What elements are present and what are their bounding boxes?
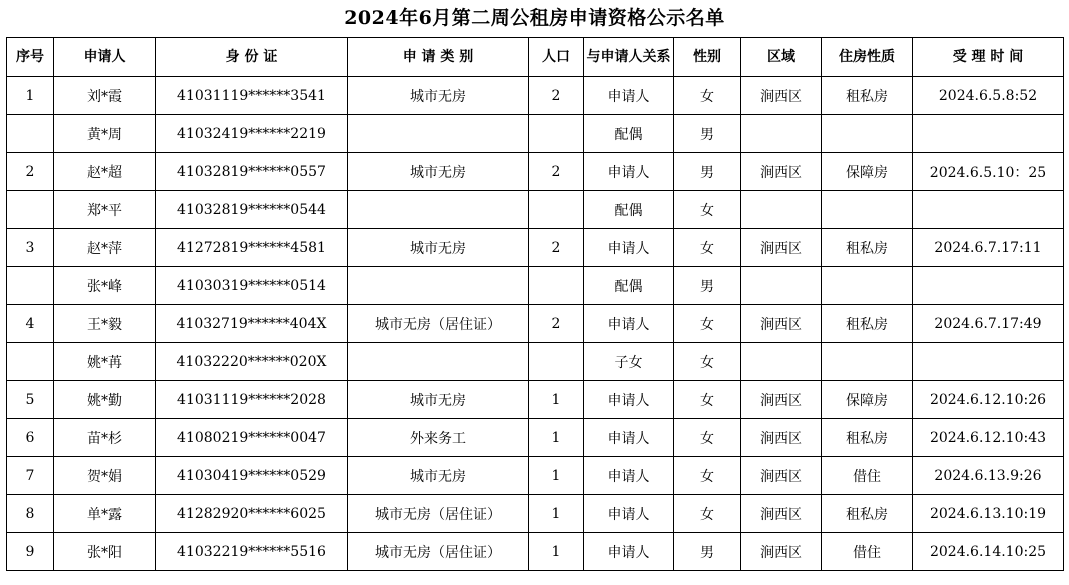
cell-relation: 配偶 [584, 115, 674, 153]
cell-id-card: 41032719******404X [156, 305, 348, 343]
cell-id-card: 41031119******3541 [156, 77, 348, 115]
cell-relation: 申请人 [584, 305, 674, 343]
cell-relation: 配偶 [584, 267, 674, 305]
cell-seq: 9 [7, 533, 54, 571]
cell-population [529, 115, 584, 153]
cell-seq: 4 [7, 305, 54, 343]
cell-seq: 1 [7, 77, 54, 115]
table-row [7, 457, 1064, 495]
cell-time: 2024.6.7.17:49 [913, 305, 1064, 343]
table-row [7, 343, 1064, 381]
table-row [7, 229, 1064, 267]
cell-gender: 女 [674, 495, 741, 533]
cell-region [741, 267, 822, 305]
cell-applicant-name: 赵*萍 [54, 229, 156, 267]
header-applicant: 申请人 [54, 38, 156, 77]
table-header-row [7, 38, 1064, 77]
cell-category: 城市无房 [348, 229, 529, 267]
cell-applicant-name: 姚*苒 [54, 343, 156, 381]
cell-gender: 男 [674, 153, 741, 191]
table-row [7, 305, 1064, 343]
header-region: 区域 [741, 38, 822, 77]
cell-relation: 申请人 [584, 533, 674, 571]
table-row [7, 115, 1064, 153]
header-category: 申 请 类 别 [348, 38, 529, 77]
cell-id-card: 41032219******5516 [156, 533, 348, 571]
cell-seq [7, 191, 54, 229]
cell-time [913, 343, 1064, 381]
cell-housing: 借住 [822, 533, 913, 571]
cell-time: 2024.6.5.10：25 [913, 153, 1064, 191]
cell-seq: 8 [7, 495, 54, 533]
cell-region: 涧西区 [741, 77, 822, 115]
table-row [7, 191, 1064, 229]
header-housing: 住房性质 [822, 38, 913, 77]
cell-population: 2 [529, 153, 584, 191]
cell-gender: 男 [674, 533, 741, 571]
table-row [7, 533, 1064, 571]
cell-id-card: 41272819******4581 [156, 229, 348, 267]
cell-seq: 5 [7, 381, 54, 419]
cell-applicant-name: 黄*周 [54, 115, 156, 153]
cell-gender: 女 [674, 343, 741, 381]
cell-population: 1 [529, 495, 584, 533]
cell-housing [822, 343, 913, 381]
cell-population: 1 [529, 533, 584, 571]
cell-seq [7, 115, 54, 153]
cell-relation: 申请人 [584, 419, 674, 457]
cell-population: 2 [529, 305, 584, 343]
cell-region: 涧西区 [741, 457, 822, 495]
cell-housing: 借住 [822, 457, 913, 495]
header-seq: 序号 [7, 38, 54, 77]
table-row [7, 419, 1064, 457]
cell-applicant-name: 王*毅 [54, 305, 156, 343]
cell-population [529, 267, 584, 305]
cell-id-card: 41032220******020X [156, 343, 348, 381]
cell-applicant-name: 苗*杉 [54, 419, 156, 457]
cell-id-card: 41032819******0544 [156, 191, 348, 229]
cell-category: 城市无房 [348, 381, 529, 419]
cell-gender: 女 [674, 457, 741, 495]
header-time: 受 理 时 间 [913, 38, 1064, 77]
cell-time: 2024.6.12.10:43 [913, 419, 1064, 457]
cell-housing [822, 267, 913, 305]
cell-gender: 女 [674, 419, 741, 457]
table-row [7, 381, 1064, 419]
cell-housing: 租私房 [822, 229, 913, 267]
cell-category: 城市无房 [348, 457, 529, 495]
cell-time: 2024.6.13.9:26 [913, 457, 1064, 495]
cell-gender: 女 [674, 77, 741, 115]
cell-seq [7, 267, 54, 305]
cell-housing [822, 191, 913, 229]
cell-category: 城市无房 [348, 153, 529, 191]
applicant-table [6, 37, 1064, 571]
cell-region [741, 115, 822, 153]
cell-category: 外来务工 [348, 419, 529, 457]
cell-gender: 女 [674, 305, 741, 343]
header-relation: 与申请人关系 [584, 38, 674, 77]
cell-seq: 2 [7, 153, 54, 191]
cell-id-card: 41030319******0514 [156, 267, 348, 305]
cell-housing: 租私房 [822, 495, 913, 533]
cell-population [529, 191, 584, 229]
cell-time: 2024.6.12.10:26 [913, 381, 1064, 419]
table-row [7, 495, 1064, 533]
cell-applicant-name: 贺*娟 [54, 457, 156, 495]
cell-category [348, 191, 529, 229]
header-gender: 性别 [674, 38, 741, 77]
cell-region: 涧西区 [741, 153, 822, 191]
cell-population [529, 343, 584, 381]
cell-gender: 男 [674, 267, 741, 305]
cell-region: 涧西区 [741, 533, 822, 571]
cell-relation: 配偶 [584, 191, 674, 229]
cell-relation: 申请人 [584, 229, 674, 267]
page-title: 2024年6月第二周公租房申请资格公示名单 [344, 7, 725, 29]
cell-time [913, 267, 1064, 305]
cell-population: 2 [529, 229, 584, 267]
header-id-card: 身 份 证 [156, 38, 348, 77]
cell-time: 2024.6.5.8:52 [913, 77, 1064, 115]
cell-applicant-name: 赵*超 [54, 153, 156, 191]
cell-id-card: 41031119******2028 [156, 381, 348, 419]
cell-time: 2024.6.13.10:19 [913, 495, 1064, 533]
cell-region: 涧西区 [741, 229, 822, 267]
cell-region: 涧西区 [741, 305, 822, 343]
cell-relation: 申请人 [584, 77, 674, 115]
cell-population: 2 [529, 77, 584, 115]
cell-category: 城市无房（居住证） [348, 305, 529, 343]
cell-category: 城市无房（居住证） [348, 533, 529, 571]
cell-gender: 女 [674, 381, 741, 419]
cell-time [913, 191, 1064, 229]
cell-population: 1 [529, 457, 584, 495]
cell-applicant-name: 郑*平 [54, 191, 156, 229]
cell-gender: 女 [674, 191, 741, 229]
cell-housing: 租私房 [822, 419, 913, 457]
cell-housing: 租私房 [822, 305, 913, 343]
cell-housing: 保障房 [822, 153, 913, 191]
cell-region: 涧西区 [741, 495, 822, 533]
cell-region: 涧西区 [741, 419, 822, 457]
cell-seq [7, 343, 54, 381]
cell-housing: 保障房 [822, 381, 913, 419]
cell-category: 城市无房（居住证） [348, 495, 529, 533]
cell-seq: 6 [7, 419, 54, 457]
table-row [7, 153, 1064, 191]
cell-seq: 3 [7, 229, 54, 267]
header-population: 人口 [529, 38, 584, 77]
cell-id-card: 41030419******0529 [156, 457, 348, 495]
cell-category [348, 267, 529, 305]
cell-id-card: 41080219******0047 [156, 419, 348, 457]
table-row [7, 267, 1064, 305]
cell-relation: 子女 [584, 343, 674, 381]
cell-category: 城市无房 [348, 77, 529, 115]
cell-category [348, 343, 529, 381]
cell-region [741, 191, 822, 229]
cell-category [348, 115, 529, 153]
cell-housing: 租私房 [822, 77, 913, 115]
cell-id-card: 41032419******2219 [156, 115, 348, 153]
cell-housing [822, 115, 913, 153]
cell-relation: 申请人 [584, 495, 674, 533]
cell-relation: 申请人 [584, 457, 674, 495]
cell-applicant-name: 刘*霞 [54, 77, 156, 115]
table-row [7, 77, 1064, 115]
cell-relation: 申请人 [584, 381, 674, 419]
cell-id-card: 41282920******6025 [156, 495, 348, 533]
cell-population: 1 [529, 381, 584, 419]
cell-region [741, 343, 822, 381]
cell-applicant-name: 姚*勤 [54, 381, 156, 419]
cell-relation: 申请人 [584, 153, 674, 191]
cell-time [913, 115, 1064, 153]
cell-seq: 7 [7, 457, 54, 495]
cell-gender: 女 [674, 229, 741, 267]
cell-population: 1 [529, 419, 584, 457]
cell-applicant-name: 单*露 [54, 495, 156, 533]
cell-time: 2024.6.7.17:11 [913, 229, 1064, 267]
cell-id-card: 41032819******0557 [156, 153, 348, 191]
cell-time: 2024.6.14.10:25 [913, 533, 1064, 571]
cell-gender: 男 [674, 115, 741, 153]
cell-applicant-name: 张*阳 [54, 533, 156, 571]
cell-applicant-name: 张*峰 [54, 267, 156, 305]
cell-region: 涧西区 [741, 381, 822, 419]
